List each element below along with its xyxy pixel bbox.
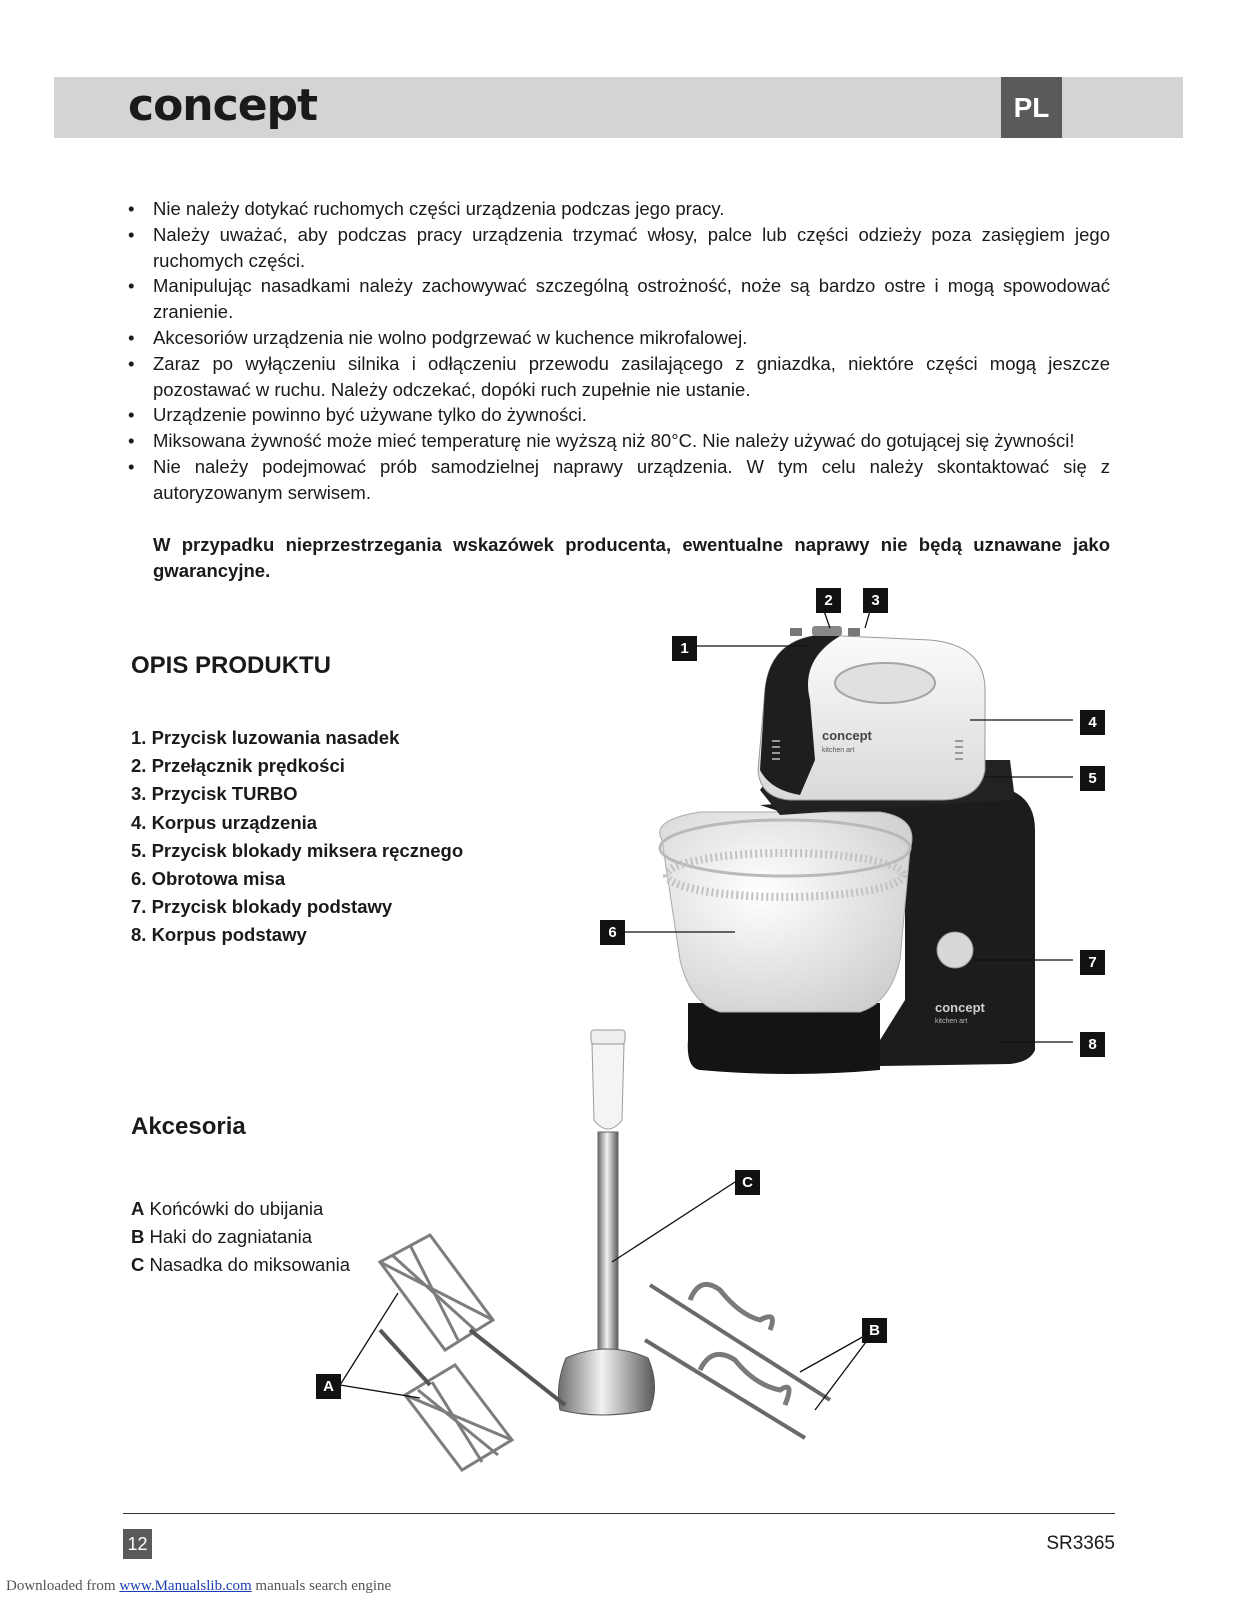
callout-5: 5 [1080, 766, 1105, 791]
blender-coupling [591, 1030, 625, 1044]
callout-8: 8 [1080, 1032, 1105, 1057]
part-item: 5. Przycisk blokady miksera ręcznego [131, 839, 464, 861]
safety-item: • Urządzenie powinno być używane tylko do żywności. [128, 402, 1110, 428]
callout-7: 7 [1080, 950, 1105, 975]
rotating-bowl [660, 812, 912, 1012]
accessory-text: Końcówki do ubijania [149, 1198, 324, 1219]
part-item: 4. Korpus urządzenia [131, 811, 318, 833]
callout-4: 4 [1080, 710, 1105, 735]
callout-1: 1 [672, 636, 697, 661]
blender-attachment [558, 1030, 654, 1415]
part-item: 6. Obrotowa misa [131, 868, 286, 890]
turbo-button [848, 628, 860, 636]
head-brand-sub: kitchen art [822, 747, 855, 754]
blender-shaft [598, 1132, 618, 1362]
blender-collar [592, 1044, 624, 1129]
page-number: 12 [123, 1529, 152, 1559]
base-brand-text: concept [935, 1000, 985, 1015]
callout-line-c [612, 1182, 735, 1262]
part-item: 7. Przycisk blokady podstawy [131, 896, 393, 918]
safety-item: • Zaraz po wyłączeniu silnika i odłączeniu przewodu zasilającego z gniazdka, niektóre części mogą jeszcze pozostawać w ruchu. Należy odczekać, dopóki ruch zupełnie nie ustanie. [128, 351, 1110, 403]
callout-c: C [735, 1170, 760, 1195]
safety-item: • Nie należy dotykać ruchomych części urządzenia podczas jego pracy. [128, 196, 1110, 222]
handle-grip [835, 663, 935, 703]
whisk-lower-shaft [380, 1330, 430, 1385]
hook-upper-shaft [650, 1285, 830, 1400]
head-brand-text: concept [822, 728, 872, 743]
safety-item: • Manipulując nasadkami należy zachowywać szczególną ostrożność, noże są bardzo ostre i mogą spowodować zranienie. [128, 273, 1110, 325]
callout-2: 2 [816, 588, 841, 613]
manualslib-link[interactable]: www.Manualslib.com [119, 1578, 252, 1594]
whisk-upper-shaft [470, 1330, 565, 1405]
language-badge: PL [1001, 77, 1062, 138]
accessory-letter: C [131, 1254, 145, 1275]
safety-item: • Akcesoriów urządzenia nie wolno podgrzewać w kuchence mikrofalowej. [128, 325, 1110, 351]
accessory-text: Nasadka do miksowania [149, 1254, 351, 1275]
dough-hooks [645, 1284, 830, 1438]
part-item: 2. Przełącznik prędkości [131, 755, 345, 777]
footer-rule [123, 1513, 1115, 1514]
base-brand-sub: kitchen art [935, 1018, 968, 1025]
callout-a: A [316, 1374, 341, 1399]
callout-6: 6 [600, 920, 625, 945]
accessories-title: Akcesoria [131, 1113, 246, 1140]
safety-item: • Należy uważać, aby podczas pracy urządzenia trzymać włosy, palce lub części odzieży poza zasięgiem jego ruchomych części. [128, 222, 1110, 274]
accessory-text: Haki do zagniatania [149, 1226, 313, 1247]
callout-lines-a [340, 1293, 420, 1398]
warranty-warning: W przypadku nieprzestrzegania wskazówek producenta, ewentualne naprawy nie będą uznawane jako gwarancyjne. [153, 534, 1110, 581]
part-item: 8. Korpus podstawy [131, 924, 307, 946]
whisk-attachments [380, 1235, 565, 1470]
safety-item: • Miksowana żywność może mieć temperaturę nie wyższą niż 80°C. Nie należy używać do gotującej się żywności! [128, 428, 1110, 454]
model-number: SR3365 [1046, 1533, 1115, 1554]
accessory-letter: B [131, 1226, 145, 1247]
part-item: 3. Przycisk TURBO [131, 783, 298, 805]
stand-foot [688, 1003, 880, 1074]
hook-upper-spiral [690, 1284, 772, 1330]
blender-bell [558, 1349, 654, 1415]
download-notice [6, 1578, 391, 1595]
speed-switch [812, 626, 842, 636]
base-lock-button [937, 932, 973, 968]
download-suffix: manuals search engine [251, 1578, 392, 1594]
brand-logo: concept [128, 80, 318, 131]
accessory-letter: A [131, 1198, 145, 1219]
stand-mixer [660, 626, 1035, 1074]
download-prefix: Downloaded from [6, 1578, 120, 1594]
part-item: 1. Przycisk luzowania nasadek [131, 727, 400, 748]
callout-b: B [862, 1318, 887, 1343]
product-description-title: OPIS PRODUKTU [131, 652, 332, 679]
callout-3: 3 [863, 588, 888, 613]
safety-item: • Nie należy podejmować prób samodzielnej naprawy urządzenia. W tym celu należy skontaktować się z autoryzowanym serwisem. [128, 454, 1110, 506]
eject-button [790, 628, 802, 636]
